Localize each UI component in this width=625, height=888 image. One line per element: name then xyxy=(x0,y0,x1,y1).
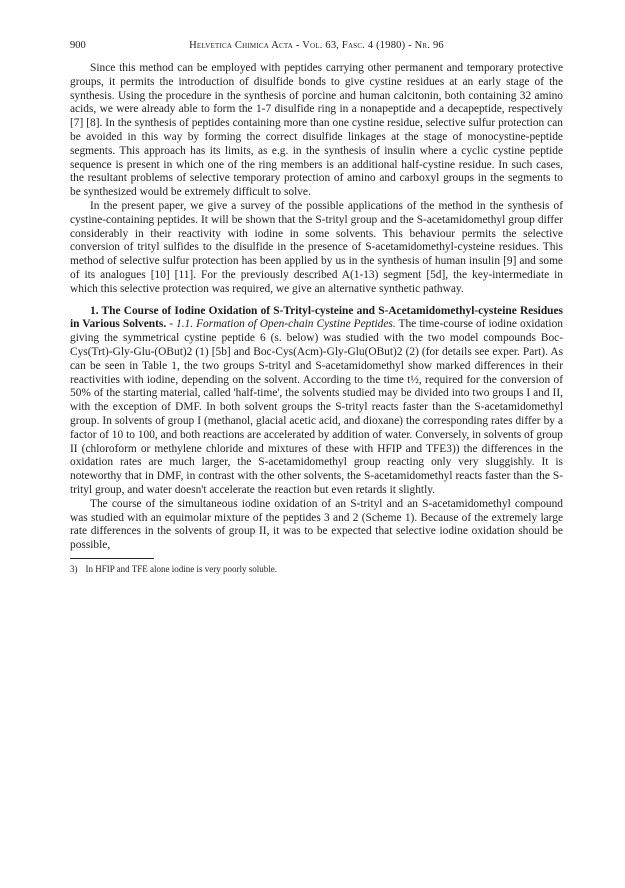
footnote xyxy=(70,564,563,575)
running-head: Helvetica Chimica Acta - Vol. 63, Fasc. 4 (1980) - Nr. 96 xyxy=(189,40,444,51)
paragraph-survey: In the present paper, we give a survey of the possible applications of the method in the synthesis of cystine-containing peptides. It will be shown that the S-trityl group and the S-acetamidomethyl group differ considerably in their reactivity with iodine in some solvents. This behaviour permits the selective conversion of trityl sulfides to the disulfide in the presence of S-acetamidomethyl-cysteine residues. This method of selective sulfur protection has been applied by us in the synthesis of human insulin [9] and some of its analogues [10] [11]. For the previously described A(1-13) segment [5d], the key-intermediate in which this selective protection was required, we give an alternative synthetic pathway. xyxy=(70,199,563,295)
paragraph-simultaneous: The course of the simultaneous iodine oxidation of an S-trityl and an S-acetamidomethyl compound was studied with an equimolar mixture of the peptides 3 and 2 (Scheme 1). Because of the extremely large rate differences in the solvents of group II, it was to be expected that selective iodine oxidation should be possible, xyxy=(70,497,563,552)
body-text xyxy=(70,62,563,553)
footnote-text: In HFIP and TFE alone iodine is very poorly soluble. xyxy=(85,563,277,574)
page-header xyxy=(70,40,563,62)
section-paragraph: 1. The Course of Iodine Oxidation of S-Trityl-cysteine and S-Acetamidomethyl-cysteine Residues in Various Solvents. - 1.1. Formation of Open-chain Cystine Peptides. The time-course of iodine oxidation giving the symmetrical cystine peptide 6 (s. below) was studied with the two model compounds Boc-Cys(Trt)-Gly-Glu-(OBut)2 (1) [5b] and Boc-Cys(Acm)-Gly-Glu(OBut)2 (2) (for details see exper. Part). As can be seen in Table 1, the two groups S-trityl and S-acetamidomethyl show marked differences in their reactivities with iodine, depending on the solvent. According to the time t½, required for the conversion of 50% of the starting material, called 'half-time', the solvents studied may be divided into two groups I and II, with the exception of DMF. In both solvent groups the S-trityl reacts faster than the S-acetamidomethyl group. In solvents of group I (methanol, glacial acetic acid, and dioxane) the corresponding rates differ by a factor of 10 to 100, and both reactions are accelerated by addition of water. Conversely, in solvents of group II (chloroform or methylene chloride and mixtures of these with HFIP and TFE3)) the differences in the oxidation rates are much larger, the S-acetamidomethyl group reacting only very sluggishly. It is noteworthy that in DMF, in contrast with the other solvents, the S-acetamidomethyl reacts faster than the S-trityl group, and water doesn't accelerate the reaction but even retards it slightly. xyxy=(70,304,563,496)
section-paragraph-text: The time-course of iodine oxidation giving the symmetrical cystine peptide 6 (s. below) was studied with the two model compounds Boc-Cys(Trt)-Gly-Glu-(OBut)2 (1) [5b] and Boc-Cys(Acm)-Gly-Glu(OBut)2 (2) (for details see exper. Part). As can be seen in Table 1, the two groups S-trityl and S-acetamidomethyl show marked differences in their reactivities with iodine, depending on the solvent. According to the time t½, required for the conversion of 50% of the starting material, called 'half-time', the solvents studied may be divided into two groups I and II, with the exception of DMF. In both solvent groups the S-trityl reacts faster than the S-acetamidomethyl group. In solvents of group I (methanol, glacial acetic acid, and dioxane) the corresponding rates differ by a factor of 10 to 100, and both reactions are accelerated by addition of water. Conversely, in solvents of group II (chloroform or methylene chloride and mixtures of these with HFIP and TFE3)) the differences in the oxidation rates are much larger, the S-acetamidomethyl group reacting only very sluggishly. It is noteworthy that in DMF, in contrast with the other solvents, the S-acetamidomethyl reacts faster than the S-trityl group, and water doesn't accelerate the reaction but even retards it slightly. xyxy=(70,318,563,496)
page-number: 900 xyxy=(70,40,86,51)
paragraph-intro: Since this method can be employed with peptides carrying other permanent and temporary protective groups, it permits the introduction of disulfide bonds to give cystine residues at an early stage of the synthesis. Using the procedure in the synthesis of porcine and human calcitonin, both containing 32 amino acids, we were already able to form the 1-7 disulfide ring in a nonapeptide and a decapeptide, respectively [7] [8]. In the synthesis of peptides containing more than one cystine residue, selective sulfur protection can be avoided in this way by forming the correct disulfide linkages at the stage of monocystine-peptide segments. This approach has its limits, as e.g. in the synthesis of insulin where a cyclic cystine peptide sequence is present in which one of the ring members is an additional half-cystine residue. In such cases, the resultant problems of selective temporary protection of amino and carboxyl groups in the segments to be synthesized would be extremely difficult to solve. xyxy=(70,62,563,199)
journal-page xyxy=(70,40,563,575)
footnote-rule xyxy=(70,558,154,559)
section-heading: 1. The Course of Iodine Oxidation of S-Trityl-cysteine and S-Acetamidomethyl-cysteine Residues in Various Solvents. xyxy=(70,304,563,331)
subsection-heading: 1.1. Formation of Open-chain Cystine Peptides. xyxy=(176,318,396,331)
footnote-mark: 3) xyxy=(70,563,78,574)
